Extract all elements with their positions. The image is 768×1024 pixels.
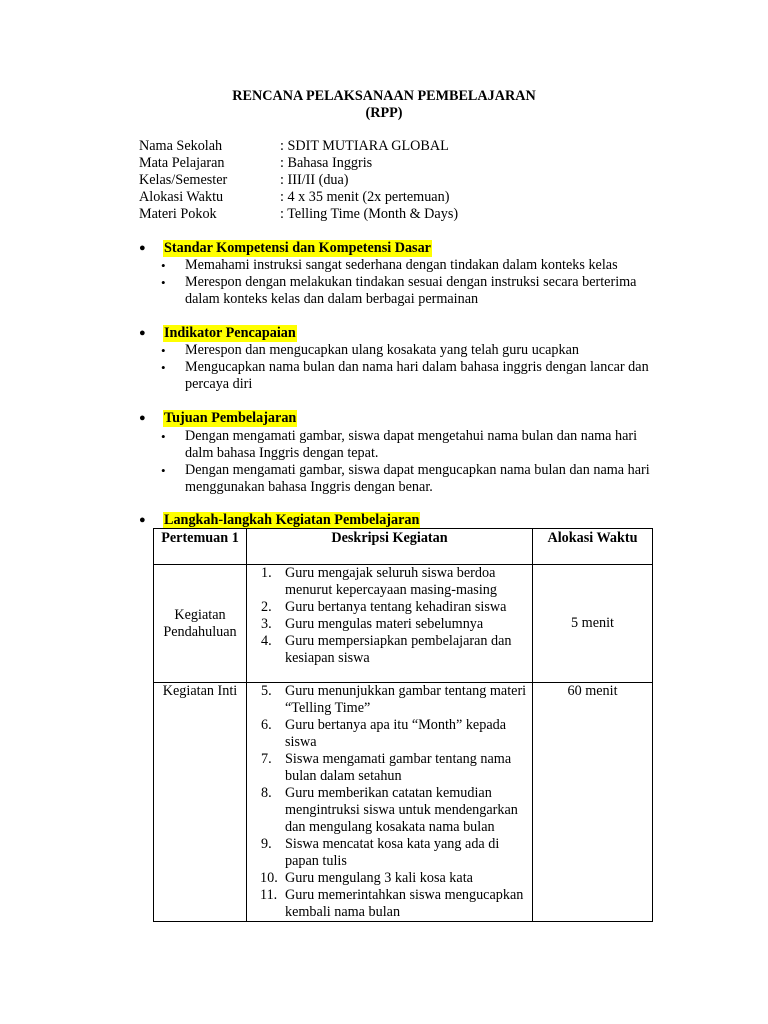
step-item <box>247 785 532 836</box>
identity-label: Alokasi Waktu <box>139 189 224 205</box>
step-item <box>247 870 532 887</box>
section-bullet-icon: ● <box>139 242 146 254</box>
list-item-text: Dengan mengamati gambar, siswa dapat mengetahui nama bulan dan nama hari dalm bahasa Inggris dengan tepat. <box>185 428 638 461</box>
phase-cell: Kegiatan Pendahuluan <box>154 565 247 683</box>
header-pertemuan: Pertemuan 1 <box>154 529 247 565</box>
bullet-icon: • <box>161 258 166 273</box>
steps-cell <box>247 565 533 683</box>
step-number: 9. <box>261 836 272 852</box>
header-deskripsi: Deskripsi Kegiatan <box>247 529 533 565</box>
step-text: Guru bertanya apa itu “Month” kepada siswa <box>285 717 507 750</box>
step-number: 7. <box>261 751 272 767</box>
identity-label: Materi Pokok <box>139 206 217 222</box>
step-text: Guru memerintahkan siswa mengucapkan kembali nama bulan <box>285 887 524 920</box>
section-bullet-icon: ● <box>139 327 146 339</box>
step-item <box>247 565 532 599</box>
identity-label: Kelas/Semester <box>139 172 228 188</box>
step-text: Siswa mengamati gambar tentang nama bulan dalam setahun <box>285 751 512 784</box>
bullet-icon: • <box>161 343 166 358</box>
step-number: 3. <box>261 616 272 632</box>
bullet-icon: • <box>161 275 166 290</box>
step-text: Siswa mencatat kosa kata yang ada di papan tulis <box>285 836 500 869</box>
identity-value: : Bahasa Inggris <box>280 155 373 171</box>
header-alokasi: Alokasi Waktu <box>533 529 653 565</box>
section-heading-indikator: Indikator Pencapaian <box>164 325 296 341</box>
identity-label: Mata Pelajaran <box>139 155 225 171</box>
step-number: 5. <box>261 683 272 699</box>
step-item <box>247 599 532 616</box>
table-header-row <box>154 529 653 565</box>
table-row <box>154 683 653 922</box>
step-number: 2. <box>261 599 272 615</box>
step-item <box>247 887 532 921</box>
step-item <box>247 836 532 870</box>
steps-list <box>247 565 532 667</box>
identity-value: : 4 x 35 menit (2x pertemuan) <box>280 189 450 205</box>
step-number: 8. <box>261 785 272 801</box>
identity-value: : Telling Time (Month & Days) <box>280 206 459 222</box>
bullet-icon: • <box>161 429 166 444</box>
step-item <box>247 683 532 717</box>
step-item <box>247 633 532 667</box>
phase-cell: Kegiatan Inti <box>154 683 247 922</box>
step-item <box>247 751 532 785</box>
section-heading-tujuan: Tujuan Pembelajaran <box>164 410 297 426</box>
step-number: 6. <box>261 717 272 733</box>
step-text: Guru menunjukkan gambar tentang materi “Telling Time” <box>285 683 527 716</box>
section-heading-langkah: Langkah-langkah Kegiatan Pembelajaran <box>164 512 420 528</box>
list-item-text: Dengan mengamati gambar, siswa dapat mengucapkan nama bulan dan nama hari menggunakan bahasa Inggris dengan benar. <box>185 462 650 495</box>
bullet-icon: • <box>161 463 166 478</box>
step-text: Guru bertanya tentang kehadiran siswa <box>285 599 507 615</box>
step-text: Guru mengulang 3 kali kosa kata <box>285 870 473 886</box>
identity-value: : III/II (dua) <box>280 172 349 188</box>
time-cell: 5 menit <box>533 565 653 683</box>
step-item <box>247 717 532 751</box>
list-item-text: Merespon dan mengucapkan ulang kosakata yang telah guru ucapkan <box>185 342 579 358</box>
identity-label: Nama Sekolah <box>139 138 223 154</box>
step-text: Guru memberikan catatan kemudian mengintruksi siswa untuk mendengarkan dan mengulang kosakata nama bulan <box>285 785 518 835</box>
list-item-text: Mengucapkan nama bulan dan nama hari dalam bahasa inggris dengan lancar dan percaya diri <box>185 359 649 392</box>
steps-list <box>247 683 532 921</box>
step-item <box>247 616 532 633</box>
table-row <box>154 565 653 683</box>
step-text: Guru mengajak seluruh siswa berdoa menurut kepercayaan masing-masing <box>285 565 497 598</box>
section-bullet-icon: ● <box>139 514 146 526</box>
step-number: 10. <box>260 870 278 886</box>
steps-cell <box>247 683 533 922</box>
activity-table <box>153 528 653 922</box>
step-number: 1. <box>261 565 272 581</box>
step-text: Guru mempersiapkan pembelajaran dan kesiapan siswa <box>285 633 512 666</box>
list-item-text: Memahami instruksi sangat sederhana dengan tindakan dalam konteks kelas <box>185 257 618 273</box>
section-bullet-icon: ● <box>139 412 146 424</box>
bullet-icon: • <box>161 360 166 375</box>
document-title: RENCANA PELAKSANAAN PEMBELAJARAN <box>232 88 536 104</box>
identity-value: : SDIT MUTIARA GLOBAL <box>280 138 449 154</box>
list-item-text: Merespon dengan melakukan tindakan sesuai dengan instruksi secara berterima dalam konteks kelas dan dalam berbagai permainan <box>185 274 637 307</box>
document-subtitle: (RPP) <box>365 105 403 121</box>
step-text: Guru mengulas materi sebelumnya <box>285 616 484 632</box>
section-heading-standar: Standar Kompetensi dan Kompetensi Dasar <box>164 240 431 256</box>
time-cell: 60 menit <box>533 683 653 922</box>
step-number: 11. <box>260 887 278 903</box>
step-number: 4. <box>261 633 272 649</box>
